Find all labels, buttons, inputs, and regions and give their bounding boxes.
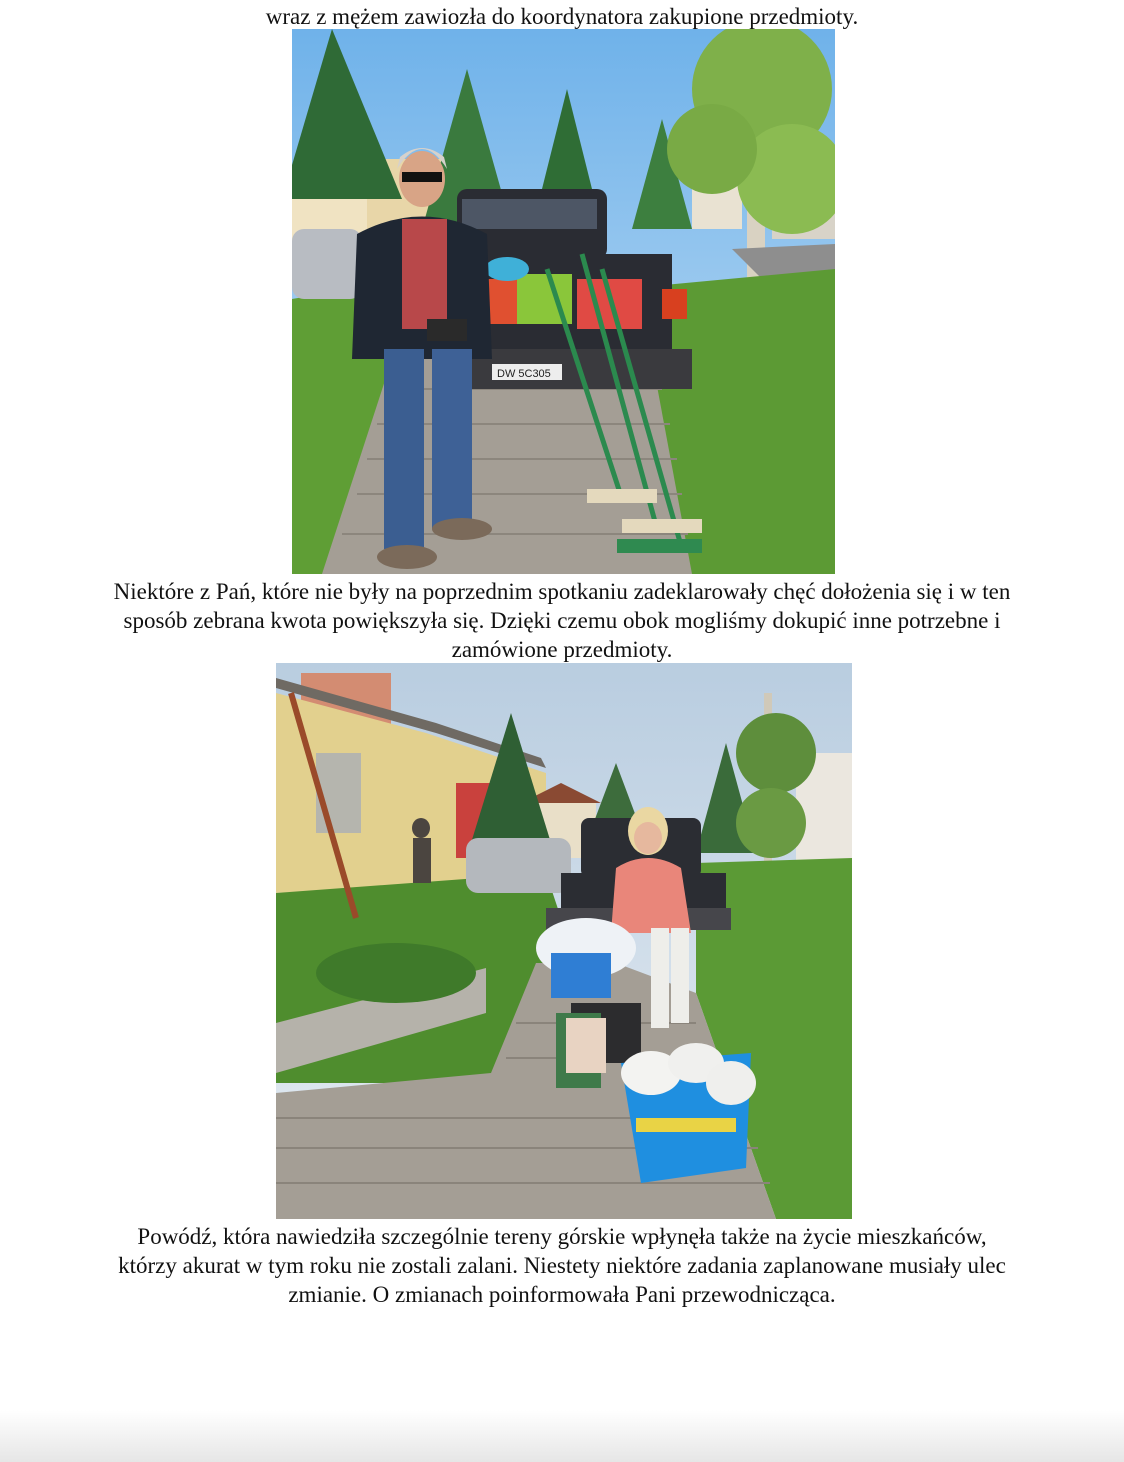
page-bottom-edge — [0, 1410, 1124, 1462]
paragraph-third: Powódź, która nawiedziła szczególnie tereny górskie wpłynęła także na życie mieszkańców, którzy akurat w tym roku nie zostali zalani. Niestety niektóre zadania zaplanowane musiały ulec zmianie. O zmianach poinformowała Pani przewodnicząca. — [118, 1224, 1006, 1307]
paragraph-intro-tail: wraz z mężem zawiozła do koordynatora zakupione przedmioty. — [265, 4, 859, 29]
photo-man-with-pickup-truck — [292, 29, 835, 574]
paragraph-second: Niektóre z Pań, które nie były na poprzednim spotkaniu zadeklarowały chęć dołożenia się i w ten sposób zebrana kwota powiększyła się. Dzięki czemu obok mogliśmy dokupić inne potrzebne i zamówione przedmioty. — [113, 579, 1011, 662]
photo-woman-with-donated-items — [276, 663, 852, 1219]
license-plate: DW 5C305 — [497, 368, 551, 380]
